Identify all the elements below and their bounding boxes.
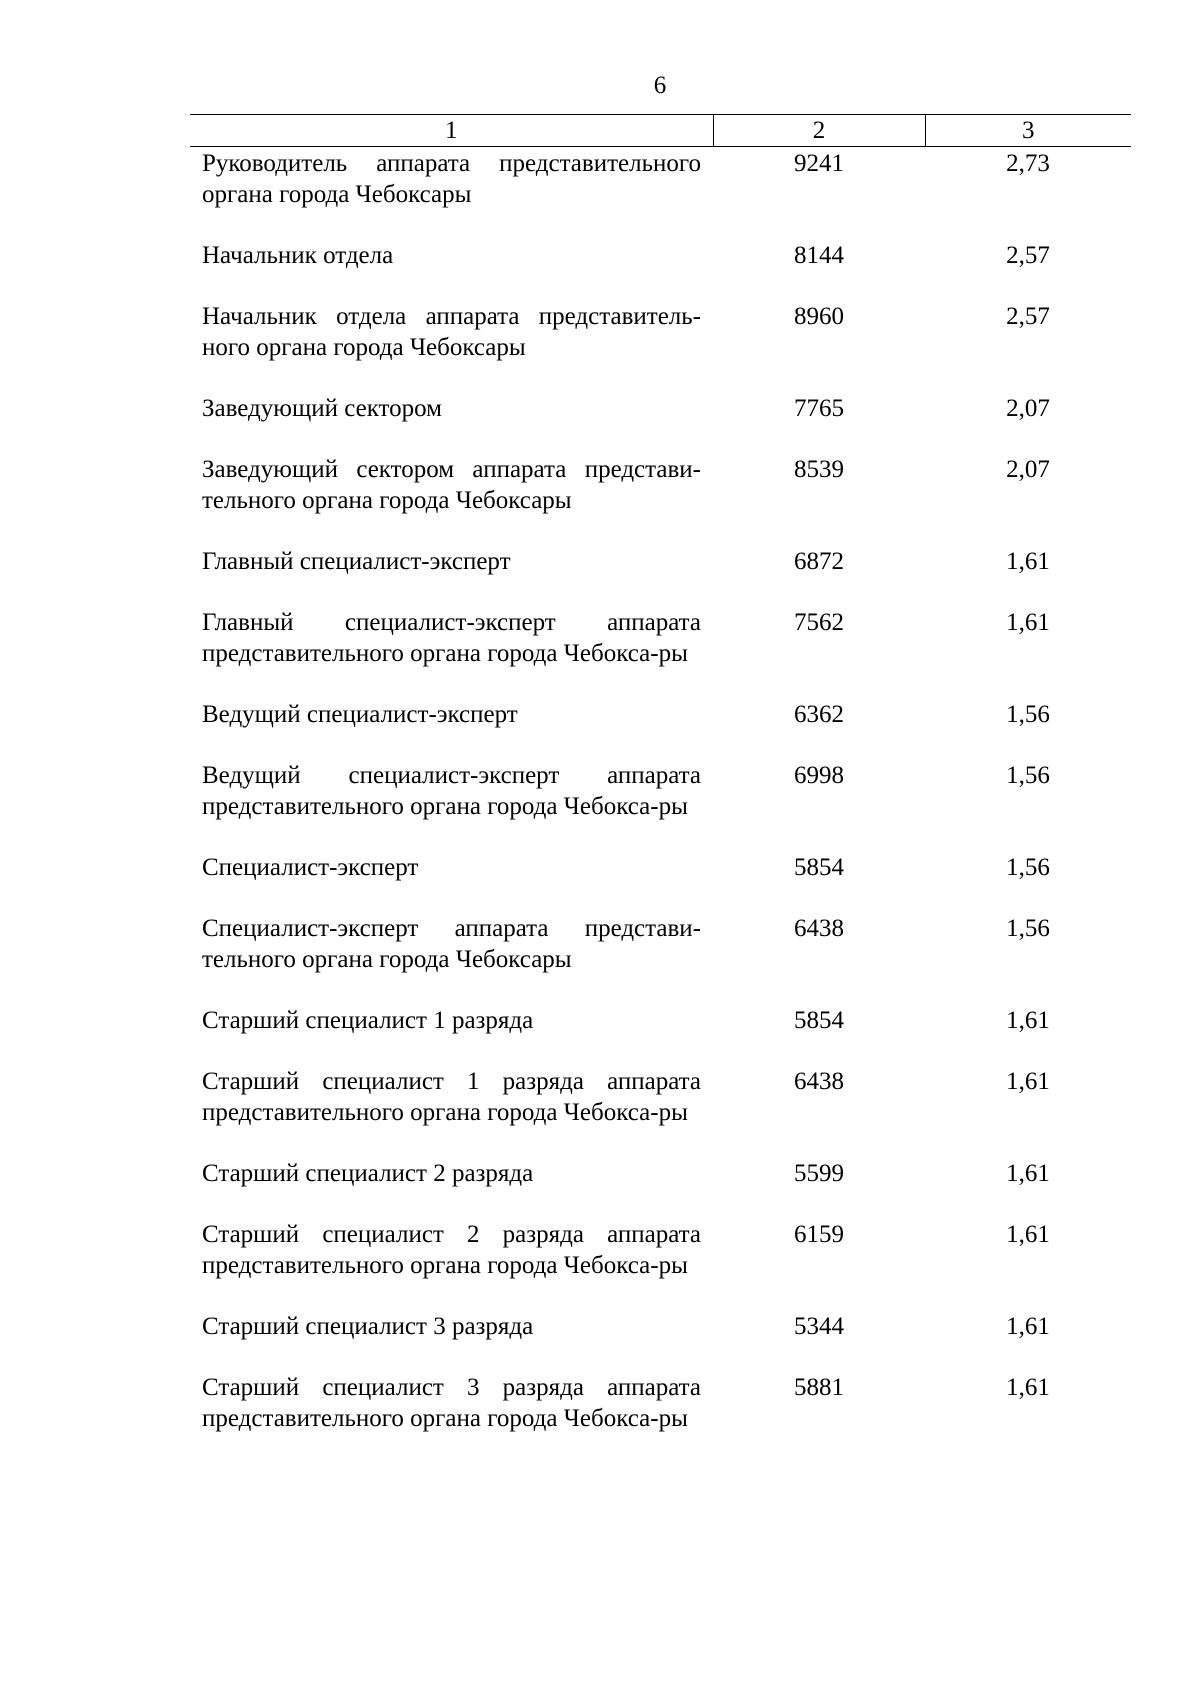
position-name: Начальник отдела <box>202 242 394 269</box>
coefficient-value: 1,61 <box>1006 1068 1050 1095</box>
coefficient-value: 1,61 <box>1006 1313 1050 1340</box>
salary-value: 7765 <box>794 395 844 422</box>
coefficient-value: 1,61 <box>1006 1221 1050 1248</box>
salary-value: 5854 <box>794 1007 844 1034</box>
table-row <box>190 607 1131 699</box>
salary-value: 6438 <box>794 1068 844 1095</box>
salary-value: 7562 <box>794 609 844 636</box>
salary-value: 5854 <box>794 854 844 881</box>
salary-value: 6872 <box>794 548 844 575</box>
table-row <box>190 240 1131 301</box>
table-row <box>190 301 1131 393</box>
salary-value: 9241 <box>794 150 844 177</box>
position-name: Главный специалист-эксперт аппарата представительного органа города Чебокса-ры <box>202 609 701 667</box>
coefficient-value: 1,61 <box>1006 1160 1050 1187</box>
position-name: Старший специалист 3 разряда <box>202 1313 534 1340</box>
position-name: Старший специалист 2 разряда аппарата представительного органа города Чебокса-ры <box>202 1221 701 1279</box>
column-header-3: 3 <box>925 115 1131 147</box>
salary-value: 6438 <box>794 915 844 942</box>
table-header <box>190 115 1131 147</box>
position-name: Заведующий сектором аппарата представи-тельного органа города Чебоксары <box>202 456 701 514</box>
position-name: Ведущий специалист-эксперт аппарата представительного органа города Чебокса-ры <box>202 762 701 820</box>
position-name: Специалист-эксперт <box>202 854 419 881</box>
position-name: Специалист-эксперт аппарата представи-тельного органа города Чебоксары <box>202 915 701 973</box>
table-row <box>190 1005 1131 1066</box>
table-row <box>190 454 1131 546</box>
position-name: Ведущий специалист-эксперт <box>202 701 518 728</box>
coefficient-value: 2,57 <box>1006 242 1050 269</box>
table-row <box>190 546 1131 607</box>
table-row <box>190 1158 1131 1219</box>
position-name: Начальник отдела аппарата представитель-ного органа города Чебоксары <box>202 303 701 361</box>
table-body <box>190 147 1131 1465</box>
position-name: Старший специалист 1 разряда аппарата представительного органа города Чебокса-ры <box>202 1068 701 1126</box>
table-row <box>190 147 1131 241</box>
position-name: Руководитель аппарата представительного органа города Чебоксары <box>202 150 701 208</box>
salary-value: 8539 <box>794 456 844 483</box>
coefficient-value: 2,57 <box>1006 303 1050 330</box>
coefficient-value: 1,61 <box>1006 609 1050 636</box>
salary-value: 6362 <box>794 701 844 728</box>
salary-value: 8960 <box>794 303 844 330</box>
coefficient-value: 1,56 <box>1006 762 1050 789</box>
salary-value: 8144 <box>794 242 844 269</box>
table-row <box>190 1219 1131 1311</box>
coefficient-value: 1,56 <box>1006 915 1050 942</box>
coefficient-value: 2,07 <box>1006 395 1050 422</box>
coefficient-value: 1,56 <box>1006 701 1050 728</box>
position-name: Заведующий сектором <box>202 395 442 422</box>
column-header-1: 1 <box>190 115 713 147</box>
page-number: 6 <box>653 72 667 99</box>
position-name: Старший специалист 3 разряда аппарата представительного органа города Чебокса-ры <box>202 1374 701 1432</box>
table-row <box>190 1311 1131 1372</box>
salary-value: 6159 <box>794 1221 844 1248</box>
salary-value: 5881 <box>794 1374 844 1401</box>
position-name: Главный специалист-эксперт <box>202 548 511 575</box>
coefficient-value: 1,61 <box>1006 1374 1050 1401</box>
table-row <box>190 913 1131 1005</box>
coefficient-value: 1,56 <box>1006 854 1050 881</box>
salary-value: 5599 <box>794 1160 844 1187</box>
table-header-row <box>190 115 1131 147</box>
column-header-2: 2 <box>713 115 925 147</box>
table-row <box>190 393 1131 454</box>
coefficient-value: 1,61 <box>1006 548 1050 575</box>
salary-table <box>190 114 1131 1464</box>
table-row <box>190 699 1131 760</box>
table-row <box>190 852 1131 913</box>
position-name: Старший специалист 1 разряда <box>202 1007 534 1034</box>
table-row <box>190 760 1131 852</box>
position-name: Старший специалист 2 разряда <box>202 1160 534 1187</box>
salary-value: 6998 <box>794 762 844 789</box>
salary-value: 5344 <box>794 1313 844 1340</box>
coefficient-value: 2,73 <box>1006 150 1050 177</box>
table-row <box>190 1066 1131 1158</box>
coefficient-value: 2,07 <box>1006 456 1050 483</box>
table-row <box>190 1372 1131 1464</box>
coefficient-value: 1,61 <box>1006 1007 1050 1034</box>
